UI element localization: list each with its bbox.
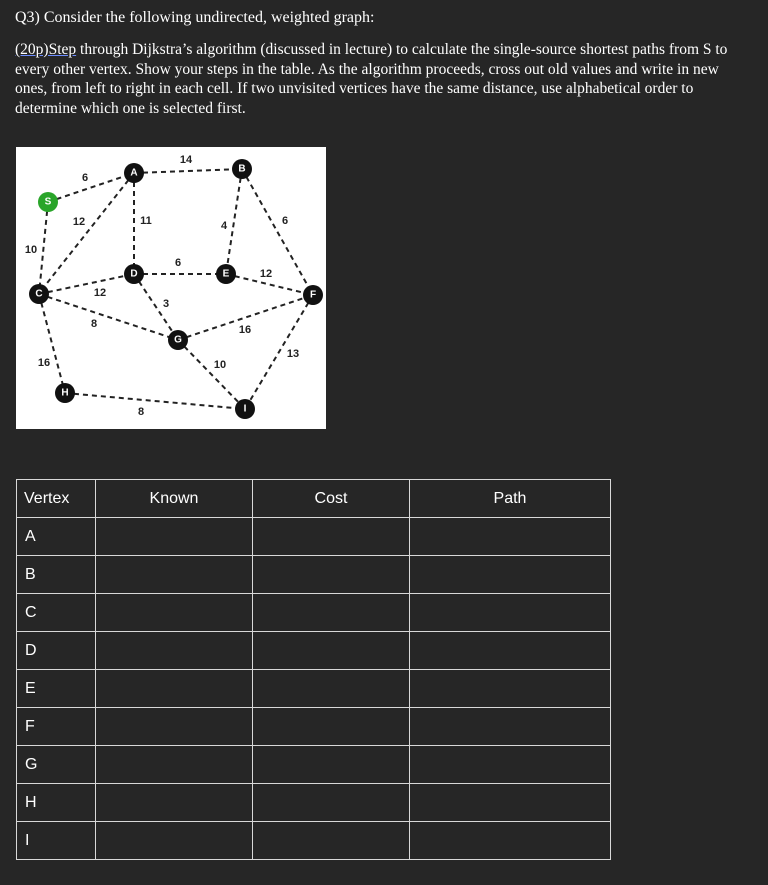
node-b [232, 159, 252, 179]
node-c [29, 284, 49, 304]
node-g [168, 330, 188, 350]
edge-c-d [39, 274, 134, 294]
table-row [17, 594, 611, 632]
weight-c-h: 16 [37, 357, 51, 369]
node-d [124, 264, 144, 284]
vertex-cell: I [17, 822, 96, 860]
cost-cell[interactable] [253, 746, 410, 784]
vertex-cell: C [17, 594, 96, 632]
vertex-cell: A [17, 518, 96, 556]
cost-cell[interactable] [253, 632, 410, 670]
instructions-text: through Dijkstra’s algorithm (discussed in lecture) to calculate the single-source shortest paths from S to every other vertex. Show your steps in the table. As the algorithm proceeds, cross out old values and write in new ones, from left to right in each cell. If two unvisited vertices have the same distance, use alphabetical order to determine which one is selected first. [15, 41, 728, 117]
path-cell[interactable] [410, 822, 611, 860]
weight-c-d: 12 [93, 287, 107, 299]
edge-s-a [48, 173, 134, 202]
dijkstra-table [16, 479, 611, 860]
path-cell[interactable] [410, 708, 611, 746]
weight-g-i: 10 [213, 359, 227, 371]
table-row [17, 708, 611, 746]
table-row [17, 822, 611, 860]
weight-s-d: 12 [72, 216, 86, 228]
edge-s-c [39, 202, 48, 294]
edge-g-i [178, 340, 245, 409]
known-cell[interactable] [96, 746, 253, 784]
table-row [17, 556, 611, 594]
node-f [303, 285, 323, 305]
vertex-cell: H [17, 784, 96, 822]
node-i [235, 399, 255, 419]
cost-cell[interactable] [253, 556, 410, 594]
question-title: Q3) Consider the following undirected, weighted graph: [15, 9, 375, 26]
path-cell[interactable] [410, 594, 611, 632]
path-cell[interactable] [410, 556, 611, 594]
weight-e-f: 12 [259, 268, 273, 280]
table-row [17, 746, 611, 784]
vertex-cell: E [17, 670, 96, 708]
table-row [17, 784, 611, 822]
cost-cell[interactable] [253, 670, 410, 708]
table-header-row [17, 480, 611, 518]
node-e-label: E [222, 268, 230, 280]
node-f-label: F [309, 289, 317, 301]
node-h-label: H [61, 387, 69, 399]
edge-b-e [226, 169, 242, 274]
edge-c-g [39, 294, 178, 340]
table-row [17, 632, 611, 670]
weight-s-a: 6 [81, 172, 89, 184]
known-cell[interactable] [96, 518, 253, 556]
edge-s-d [40, 173, 134, 292]
path-cell[interactable] [410, 784, 611, 822]
edge-f-i [245, 295, 313, 409]
node-s [38, 192, 58, 212]
edge-c-h [39, 294, 65, 393]
known-cell[interactable] [96, 708, 253, 746]
header-vertex: Vertex [17, 480, 96, 518]
weight-d-g: 3 [162, 298, 170, 310]
path-cell[interactable] [410, 746, 611, 784]
known-cell[interactable] [96, 632, 253, 670]
header-path: Path [410, 480, 611, 518]
known-cell[interactable] [96, 784, 253, 822]
node-s-label: S [44, 196, 52, 208]
node-a-label: A [130, 167, 138, 179]
weight-a-d: 11 [140, 215, 152, 227]
known-cell[interactable] [96, 822, 253, 860]
known-cell[interactable] [96, 594, 253, 632]
points-label: (20p)Step [15, 41, 77, 58]
node-h [55, 383, 75, 403]
vertex-cell: B [17, 556, 96, 594]
weight-c-g: 8 [90, 318, 98, 330]
header-known: Known [96, 480, 253, 518]
path-cell[interactable] [410, 518, 611, 556]
node-d-label: D [130, 268, 138, 280]
graph-figure [16, 147, 326, 429]
vertex-cell: F [17, 708, 96, 746]
weight-d-e: 6 [174, 257, 182, 269]
edge-a-b [134, 169, 242, 173]
weight-f-i: 13 [286, 348, 300, 360]
node-c-label: C [35, 288, 43, 300]
weight-h-i: 8 [137, 406, 145, 418]
weight-a-b: 14 [179, 154, 193, 166]
edge-d-g [134, 274, 178, 340]
edge-b-f [242, 169, 313, 295]
cost-cell[interactable] [253, 708, 410, 746]
node-b-label: B [238, 163, 246, 175]
cost-cell[interactable] [253, 518, 410, 556]
cost-cell[interactable] [253, 594, 410, 632]
cost-cell[interactable] [253, 784, 410, 822]
vertex-cell: D [17, 632, 96, 670]
node-g-label: G [174, 334, 182, 346]
table-row [17, 518, 611, 556]
weight-b-e: 4 [220, 220, 228, 232]
known-cell[interactable] [96, 670, 253, 708]
node-i-label: I [243, 403, 247, 415]
weight-g-f: 16 [238, 324, 252, 336]
question-instructions [15, 40, 743, 118]
edge-h-i [65, 393, 245, 409]
path-cell[interactable] [410, 670, 611, 708]
vertex-cell: G [17, 746, 96, 784]
cost-cell[interactable] [253, 822, 410, 860]
header-cost: Cost [253, 480, 410, 518]
node-e [216, 264, 236, 284]
path-cell[interactable] [410, 632, 611, 670]
node-a [124, 163, 144, 183]
weight-s-c: 10 [24, 244, 38, 256]
weight-b-f: 6 [281, 215, 289, 227]
table-row [17, 670, 611, 708]
known-cell[interactable] [96, 556, 253, 594]
